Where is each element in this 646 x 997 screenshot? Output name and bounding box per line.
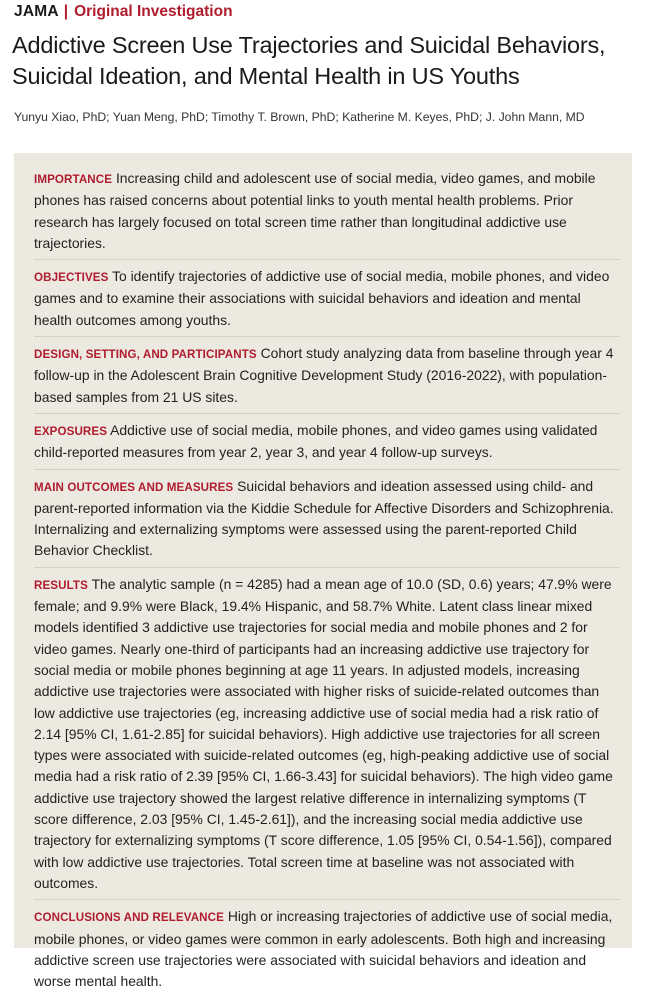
article-type: Original Investigation — [74, 3, 233, 20]
header-separator: | — [63, 3, 69, 20]
objectives-text: To identify trajectories of addictive use of social media, mobile phones, and video games and to examine their associations with suicidal behaviors and ideation and mental health outcomes among youths. — [34, 268, 610, 328]
abstract-results — [34, 574, 620, 900]
exposures-text: Addictive use of social media, mobile phones, and video games using validated child-reported measures from year 2, year 3, and year 4 follow-up surveys. — [34, 421, 598, 461]
journal-header — [14, 2, 233, 22]
results-label: RESULTS — [34, 578, 88, 592]
abstract-importance — [34, 168, 620, 260]
importance-label: IMPORTANCE — [34, 173, 113, 186]
objectives-label: OBJECTIVES — [34, 271, 109, 285]
title-line-2: Suicidal Ideation, and Mental Health in US Youths — [12, 63, 520, 89]
results-text: The analytic sample (n = 4285) had a mean age of 10.0 (SD, 0.6) years; 47.9% were female; and 9.9% were Black, 19.4% Hispanic, and 58.7% White. Latent class linear mixed models identified 3 addictive use trajectories for social media and mobile phones and 2 for video games. Nearly one-third of participants had an increasing addictive use trajectory for social media or mobile phones beginning at age 11 years. In adjusted models, increasing addictive use trajectories were associated with higher risks of suicide-related outcomes than low addictive use trajectories (eg, increasing addictive use of social media had a risk ratio of 2.14 [95% CI, 1.61-2.85] for suicidal behaviors). High addictive use trajectories for all screen types were associated with suicide-related outcomes (eg, high-peaking addictive use of social media had a risk ratio of 2.39 [95% CI, 1.66-3.43] for suicidal behaviors). The high video game addictive use trajectory showed the largest relative difference in internalizing symptoms (T score difference, 2.03 [95% CI, 1.45-2.61]), and the increasing social media addictive use trajectory for externalizing symptoms (T score difference, 1.05 [95% CI, 0.54-1.56]), compared with low addictive use trajectories. Total screen time at baseline was not associated with outcomes. — [34, 575, 613, 891]
conclusions-text: High or increasing trajectories of addictive use of social media, mobile phones, or video games were common in early adolescents. Both high and increasing addictive screen use trajectories were associated with suicidal behaviors and ideation and worse mental health. — [34, 908, 613, 990]
abstract-exposures — [34, 420, 620, 470]
abstract-objectives — [34, 266, 620, 337]
author-list: Yunyu Xiao, PhD; Yuan Meng, PhD; Timothy T. Brown, PhD; Katherine M. Keyes, PhD; J. John Mann, MD — [14, 110, 585, 124]
article-title — [12, 30, 646, 92]
importance-text: Increasing child and adolescent use of social media, video games, and mobile phones has raised concerns about potential links to youth mental health problems. Prior research has largely focused on total screen time rather than longitudinal addictive use trajectories. — [34, 170, 596, 251]
conclusions-label: CONCLUSIONS AND RELEVANCE — [34, 911, 224, 925]
title-line-1: Addictive Screen Use Trajectories and Suicidal Behaviors, — [12, 32, 606, 58]
abstract-panel — [14, 153, 632, 990]
journal-name: JAMA — [14, 3, 59, 20]
abstract-conclusions — [34, 906, 620, 997]
design-text: Cohort study analyzing data from baseline through year 4 follow-up in the Adolescent Brain Cognitive Development Study (2016-2022), with population-based samples from 21 US sites. — [34, 345, 614, 405]
design-label: DESIGN, SETTING, AND PARTICIPANTS — [34, 348, 257, 362]
outcomes-text: Suicidal behaviors and ideation assessed using child- and parent-reported information via the Kiddie Schedule for Affective Disorders and Schizophrenia. Internalizing and externalizing symptoms were assessed using the parent-reported Child Behavior Checklist. — [34, 477, 614, 559]
outcomes-label: MAIN OUTCOMES AND MEASURES — [34, 480, 234, 494]
exposures-label: EXPOSURES — [34, 424, 108, 438]
abstract-outcomes — [34, 476, 620, 568]
abstract-design — [34, 343, 620, 414]
